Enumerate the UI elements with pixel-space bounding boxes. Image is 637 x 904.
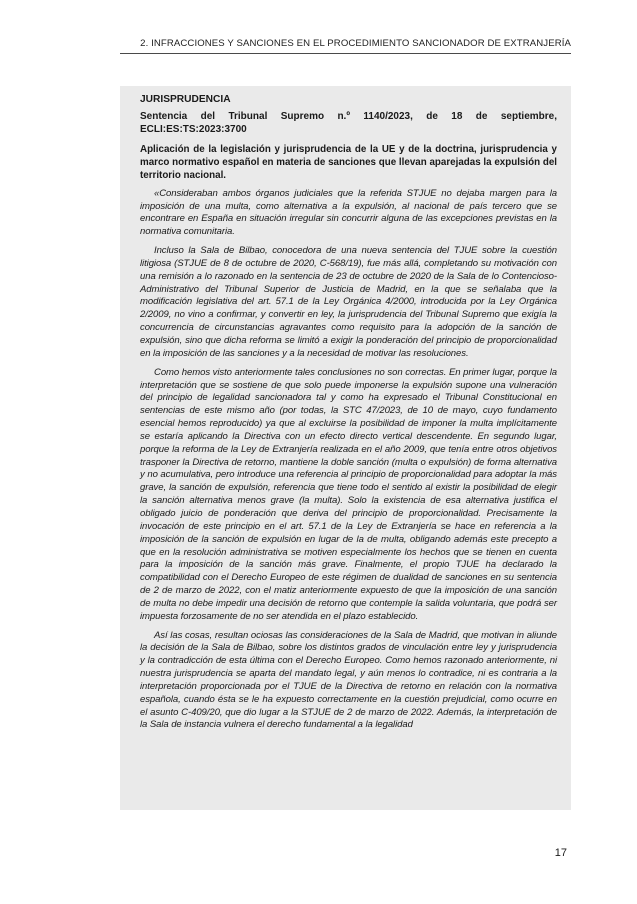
case-summary: Aplicación de la legislación y jurisprudencia de la UE y de la doctrina, jurisprudencia y marco normativo español en materia de sanciones que llevan aparejadas la expulsión del territorio nacional. [140, 144, 557, 181]
case-title: Sentencia del Tribunal Supremo n.º 1140/2023, de 18 de septiembre, ECLI:ES:TS:2023:3700 [140, 111, 557, 135]
jurisprudence-box [120, 86, 571, 810]
page-number: 17 [554, 847, 567, 859]
header-rule [120, 53, 571, 54]
running-header: 2. INFRACCIONES Y SANCIONES EN EL PROCEDIMIENTO SANCIONADOR DE EXTRANJERÍA [140, 38, 571, 49]
quote-paragraph-4: Así las cosas, resultan ociosas las consideraciones de la Sala de Madrid, que motivan in aliunde la decisión de la Sala de Bilbao, sobre los distintos grados de vinculación entre ley y jurisprudencia y la contradicción de esta última con el Derecho Europeo. Como hemos razonado anteriormente, ni nuestra jurisprudencia se aparta del mandato legal, y aún menos lo contradice, ni es contraria a la interpretación proporcionada por el TJUE de la Directiva de retorno en relación con la normativa española, cuando ésta se le ha expuesto correctamente en la cuestión prejudicial, como ocurre en el asunto C-409/20, que dio lugar a la STJUE de 2 de marzo de 2022. Además, la interpretación de la Sala de instancia vulnera el derecho fundamental a la legalidad [140, 629, 557, 731]
quote-paragraph-1: «Consideraban ambos órganos judiciales que la referida STJUE no dejaba margen para la imposición de una multa, como alternativa a la expulsión, al nacional de país tercero que se encontrare en España en situación irregular sin concurrir alguna de las excepciones previstas en la normativa comunitaria. [140, 187, 557, 238]
section-label: JURISPRUDENCIA [140, 94, 231, 105]
quote-paragraph-2: Incluso la Sala de Bilbao, conocedora de una nueva sentencia del TJUE sobre la cuestión litigiosa (STJUE de 8 de octubre de 2020, C-568/19), fue más allá, completando su motivación con una remisión a lo razonado en la sentencia de 23 de octubre de 2020 de la Sala de lo Contencioso-Administrativo del Tribunal Superior de Justicia de Madrid, en la que se señalaba que la modificación legislativa del art. 57.1 de la Ley Orgánica 4/2000, introducida por la Ley Orgánica 2/2009, no vino a confirmar, y convertir en ley, la jurisprudencia del Tribunal Supremo que exigía la concurrencia de circunstancias agravantes como requisito para la adopción de la sanción de expulsión, sino que dicha reforma se limitó a exigir la ponderación del principio de proporcionalidad en la imposición de las sanciones y a la necesidad de motivar las resoluciones. [140, 245, 557, 359]
quote-paragraph-3: Como hemos visto anteriormente tales conclusiones no son correctas. En primer lugar, porque la interpretación que se sostiene de que solo puede imponerse la expulsión supone una vulneración del principio de legalidad sancionadora tal y como ha expresado el Tribunal Constitucional en sentencias de este mismo año (por todas, la STC 47/2023, de 10 de mayo, cuyo fundamento esencial hemos reproducido) ya que al excluirse la posibilidad de imponer la multa implícitamente se estaría aplicando la Directiva con un efecto directo vertical descendente. En segundo lugar, porque la reforma de la Ley de Extranjería realizada en el año 2009, que tenía entre otros objetivos trasponer la Directiva de retorno, mantiene la doble sanción (multa o expulsión) de forma alternativa y no acumulativa, pero introduce una referencia al principio de proporcionalidad para adoptar la más grave, la sanción de expulsión, referencia que tiene todo el sentido al existir la posibilidad de elegir la sanción alternativa menos grave (la multa). Solo la existencia de esa alternativa justifica el obligado juicio de ponderación que deriva del principio de proporcionalidad. Precisamente la invocación de este principio en el art. 57.1 de la Ley de Extranjería se hace en referencia a la imposición de la sanción de expulsión en lugar de la de multa, obligando además este precepto a que en la resolución administrativa se motiven especialmente los hechos que se tienen en cuenta para la imposición de la sanción más grave. Finalmente, el propio TJUE ha declarado la compatibilidad con el Derecho Europeo de este régimen de dualidad de sanciones en su sentencia de 2 de marzo de 2022, con el matiz anteriormente expuesto de que la imposición de una sanción de multa no debe impedir una decisión de retorno que contemple la salida voluntaria, que podrá ser impuesta forzosamente de no ser atendida en el plazo establecido. [140, 366, 557, 622]
